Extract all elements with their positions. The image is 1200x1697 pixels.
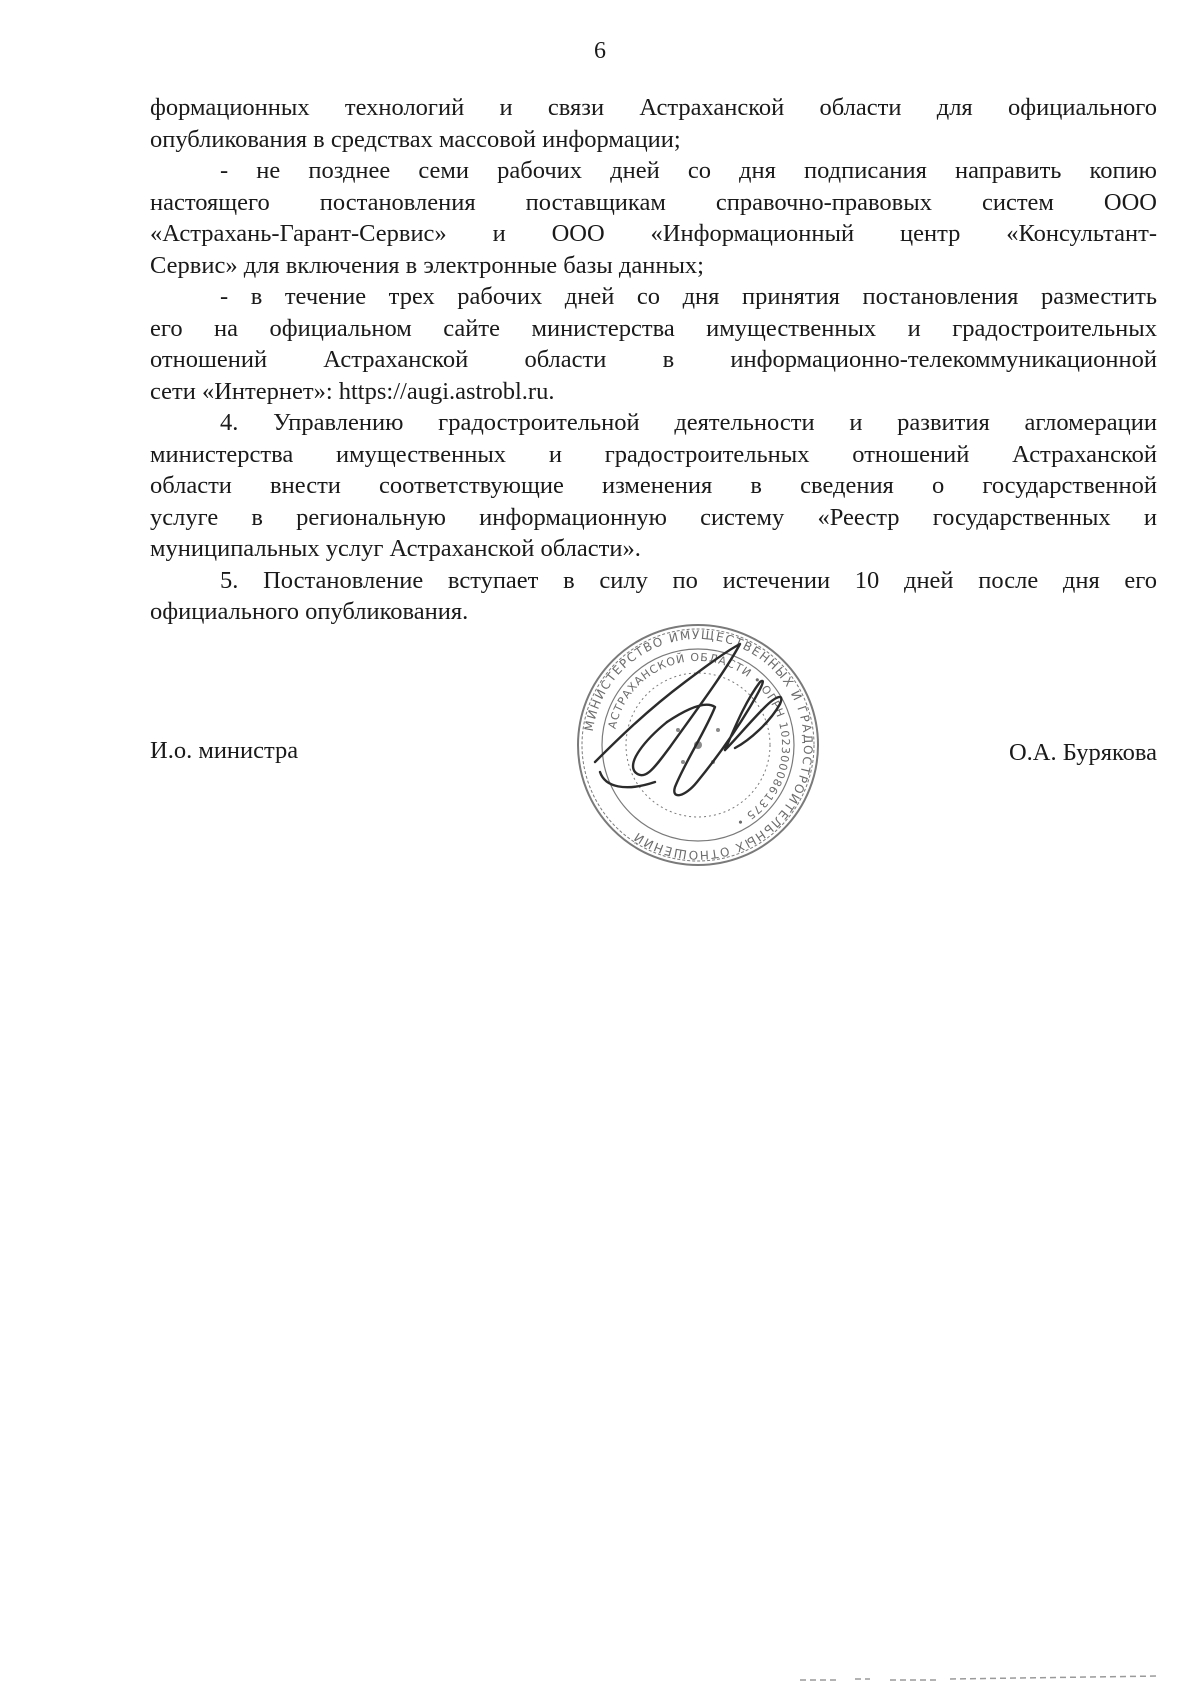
official-seal — [575, 622, 821, 868]
text-line: 5. Постановление вступает в силу по истечении 10 дней после дня его — [220, 566, 1157, 594]
text-line: опубликования в средствах массовой информации; — [150, 125, 681, 153]
text-line: - не позднее семи рабочих дней со дня подписания направить копию — [220, 157, 1157, 184]
text-line: министерства имущественных и градостроительных отношений Астраханской — [150, 440, 1157, 468]
document-body — [150, 92, 1157, 628]
seal-outer-text: МИНИСТЕРСТВО ИМУЩЕСТВЕННЫХ И ГРАДОСТРОИТЕЛЬНЫХ ОТНОШЕНИЙ — [581, 627, 816, 863]
text-line: отношений Астраханской области в информационно-телекоммуникационной — [150, 346, 1157, 373]
text-line: формационных технологий и связи Астраханской области для официального — [150, 94, 1157, 121]
text-line: муниципальных услуг Астраханской области». — [150, 535, 641, 562]
text-line: Сервис» для включения в электронные базы данных; — [150, 251, 704, 279]
seal-inner-text: АСТРАХАНСКОЙ ОБЛАСТИ • ОГРН 1023000861375 • — [605, 650, 793, 830]
page-number: 6 — [594, 38, 606, 64]
scan-edge-mark — [800, 1672, 1160, 1686]
text-line: услуге в региональную информационную систему «Реестр государственных и — [150, 503, 1157, 531]
text-line: сети «Интернет»: https://augi.astrobl.ru. — [150, 377, 555, 405]
text-line: официального опубликования. — [150, 598, 469, 625]
signatory-title: И.о. министра — [150, 737, 299, 764]
text-line: области внести соответствующие изменения в сведения о государственной — [150, 472, 1157, 499]
text-line: его на официальном сайте министерства имущественных и градостроительных — [150, 314, 1157, 342]
text-line: 4. Управлению градостроительной деятельности и развития агломерации — [220, 409, 1157, 436]
text-line: настоящего постановления поставщикам справочно-правовых систем ООО — [150, 188, 1157, 216]
signatory-name: О.А. Бурякова — [1008, 739, 1157, 766]
text-line: «Астрахань-Гарант-Сервис» и ООО «Информационный центр «Консультант- — [150, 220, 1157, 247]
text-line: - в течение трех рабочих дней со дня принятия постановления разместить — [220, 283, 1157, 310]
